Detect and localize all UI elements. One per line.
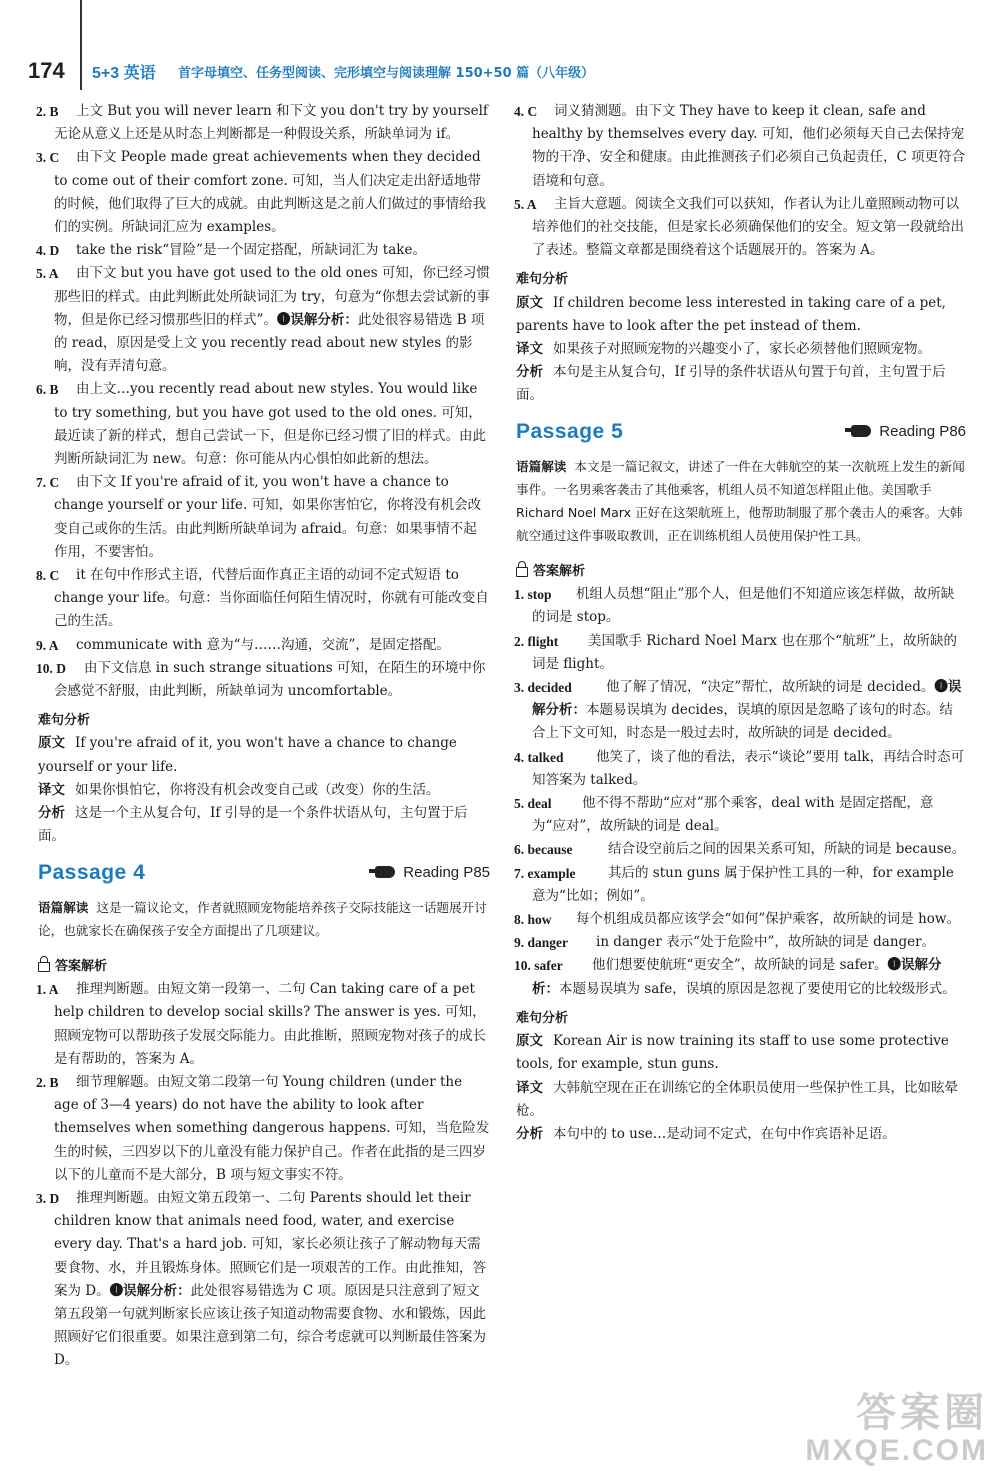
answer-text: 由下文 If you're afraid of it, you won't have a chance to change yourself or your life. 可知，如果你害怕它，你将没有机会改变自己或你的生活。由此判断所缺单词为 afraid。句意：如果事情不起作用，不要害怕。 — [54, 474, 482, 560]
intro-tag: 语篇解读 — [516, 459, 567, 475]
intro-text: 这是一篇议论文，作者就照顾宠物能培养孩子交际技能这一话题展开讨论，也就家长在确保孩子安全方面提出了几项建议。 — [38, 900, 487, 939]
translation-tag: 译文 — [516, 341, 543, 358]
answer-key: 4. talked — [514, 749, 564, 765]
answer-key: 2. flight — [514, 633, 559, 649]
answer-text: 他了解了情况，“决定”帮忙，故所缺的词是 decided。 — [606, 679, 935, 696]
answer-text: in danger 表示“处于危险中”，故所缺的词是 danger。 — [596, 934, 936, 951]
translation-text: 大韩航空现在正在训练它的全体职员使用一些保护性工具，比如眩晕枪。 — [516, 1079, 958, 1119]
error-analysis-label: ❶误解分析： — [276, 311, 358, 328]
answer-key: 6. B — [36, 382, 59, 398]
analysis-tag: 分析 — [516, 364, 543, 381]
analysis-text: 本句是主从复合句，If 引导的条件状语从句置于句首，主句置于后面。 — [516, 364, 946, 404]
answer-item — [38, 100, 490, 146]
answer-text: 他们想要使航班“更安全”，故所缺的词是 safer。 — [592, 957, 888, 974]
analysis-text: 本句中的 to use…是动词不定式，在句中作宾语补足语。 — [553, 1125, 896, 1142]
answer-text: 他不得不帮助“应对”那个乘客，deal with 是固定搭配，意为“应对”，故所缺的词是 deal。 — [532, 795, 934, 835]
answer-item — [38, 239, 490, 262]
difficult-sentence-label: 难句分析 — [516, 1010, 569, 1026]
error-analysis-text: 本题易误填为 safe，误填的原因是忽视了要使用它的比较级形式。 — [559, 980, 956, 997]
original-sentence — [38, 732, 490, 778]
answer-key: 3. decided — [514, 680, 572, 696]
analysis-tag: 分析 — [38, 805, 65, 822]
intro-tag: 语篇解读 — [38, 900, 89, 916]
translation — [516, 338, 966, 361]
answer-text: communicate with 意为“与……沟通，交流”，是固定搭配。 — [76, 636, 450, 653]
error-analysis-text: 此处很容易错选 B 项的 read，原因是受上文 you recently read about new styles 的影响，没有弄清句意。 — [54, 311, 485, 375]
answer-key: 2. B — [36, 1074, 59, 1090]
error-analysis-text: 此处很容易错选为 C 项。原因是只注意到了短文第五段第一句就判断家长应该让孩子知道动物需要食物、水和锻炼，因此照顾好它们很重要。如果注意到第二句，综合考虑就可以判断最佳答案为 D。 — [54, 1282, 486, 1369]
answers-label: 答案解析 — [533, 564, 586, 580]
answer-item — [38, 1187, 490, 1373]
difficult-sentence-label: 难句分析 — [516, 272, 569, 288]
answer-item — [516, 862, 966, 908]
translation — [516, 1077, 966, 1123]
answers-label: 答案解析 — [55, 958, 108, 974]
answer-item — [516, 193, 966, 263]
answer-key: 3. C — [36, 150, 60, 166]
watermark-url: MXQE.COM — [805, 1434, 988, 1467]
answers-heading — [516, 560, 966, 583]
passage-4-header — [38, 861, 490, 884]
book-title: 首字母填空、任务型阅读、完形填空与阅读理解 150+50 篇（八年级） — [178, 66, 595, 81]
answer-item — [516, 954, 966, 1000]
analysis — [38, 802, 490, 848]
answer-text: 由上文…you recently read about new styles. You would like to try something, but you have got used to the old ones. 可知，最近读了新的样式，想自己尝试一下，但是你已经习惯了旧的样式。由此判断所缺词汇为 new。句意：你可能从内心惧怕如此新的想法。 — [54, 381, 486, 468]
answer-text: 推理判断题。由短文第一段第一、二句 Can taking care of a pet help children to develop social skills? The answer is yes. 可知，照顾宠物可以帮助孩子发展交际能力。由此推断，照顾宠物对孩子的成长是有帮助的，答案为 A。 — [54, 981, 486, 1067]
passage-5-header — [516, 420, 966, 443]
original-tag: 原文 — [516, 1033, 543, 1050]
answer-key: 7. example — [514, 865, 576, 881]
analysis-tag: 分析 — [516, 1125, 543, 1142]
answer-key: 5. A — [36, 266, 59, 282]
answer-text: 由下文 but you have got used to the old ones 可知，你已经习惯那些旧的样式。由此判断此处所缺词汇为 try，句意为“你想去尝试新的事物，但是你已经习惯那些旧的样式”。 — [54, 265, 490, 328]
error-analysis-label: ❶误解分析： — [109, 1282, 191, 1299]
brand-label: 5+3 英语 — [92, 65, 156, 82]
answer-key: 4. C — [514, 104, 538, 119]
passage-intro — [38, 896, 490, 942]
answer-item — [516, 746, 966, 792]
answer-key: 6. because — [514, 842, 573, 858]
answer-text: 结合设空前后之间的因果关系可知，所缺的词是 because。 — [608, 841, 966, 858]
answer-key: 5. deal — [514, 796, 552, 812]
original-sentence — [516, 1030, 966, 1076]
answer-text: 由下文 People made great achievements when they decided to come out of their comfort zone. 可知，当人们决定走出舒适地带的时候，他们取得了巨大的成就。由此判断这是之前人们做过的事情给我们的实例。所缺词汇应为 examples。 — [54, 149, 486, 236]
answer-item — [516, 792, 966, 838]
answer-key: 2. B — [36, 104, 59, 119]
reading-page-ref: Reading P86 — [879, 422, 966, 440]
answer-key: 7. C — [36, 475, 60, 491]
answer-text: 上文 But you will never learn 和下文 you don't try by yourself 无论从意义上还是从时态上判断都是一种假设关系，所缺单词为 if。 — [54, 103, 488, 143]
passage-title: Passage 5 — [516, 419, 624, 443]
answer-item — [38, 1071, 490, 1187]
answer-text: 他笑了，谈了他的看法，表示“谈论”要用 talk，再结合时态可知答案为 talked。 — [532, 748, 965, 788]
header-divider — [80, 0, 82, 90]
pointing-hand-icon — [375, 866, 395, 878]
answer-key: 10. D — [36, 660, 66, 676]
answer-item — [38, 262, 490, 378]
answer-item — [38, 471, 490, 564]
error-analysis-text: 本题易误填为 decides，误填的原因是忽略了该句的时态。结合上下文可知，时态是一般过去时，故所缺的词是 decided。 — [532, 702, 953, 742]
answer-text: 由下文信息 in such strange situations 可知，在陌生的环境中你会感觉不舒服，由此判断，所缺单词为 uncomfortable。 — [54, 659, 486, 700]
translation — [38, 779, 490, 802]
original-text: If children become less interested in taking care of a pet, parents have to look after the pet instead of them. — [516, 294, 946, 334]
answer-key: 5. A — [514, 196, 537, 212]
intro-text: 本文是一篇记叙文，讲述了一件在大韩航空的某一次航班上发生的新闻事件。一名男乘客袭击了其他乘客，机组人员不知道怎样阻止他。美国歌手 Richard Noel Marx 正好在这架航班上，他帮助制服了那个袭击人的乘客。大韩航空通过这件事吸取教训，正在训练机组人员使用保护性工具。 — [516, 459, 965, 544]
answer-item — [516, 838, 966, 861]
reading-reference — [851, 420, 966, 443]
answer-key: 3. D — [36, 1190, 60, 1206]
error-analysis-label: ❶误解分析： — [532, 957, 942, 997]
answer-item — [516, 908, 966, 931]
answer-text: 每个机组成员都应该学会“如何”保护乘客，故所缺的词是 how。 — [576, 911, 960, 928]
answer-key: 4. D — [36, 243, 60, 259]
answer-text: 美国歌手 Richard Noel Marx 也在那个“航班”上，故所缺的词是 flight。 — [532, 632, 958, 672]
lock-icon — [38, 962, 50, 972]
reading-reference — [375, 861, 490, 884]
answer-item — [516, 931, 966, 954]
analysis — [516, 1123, 966, 1146]
answer-item — [38, 634, 490, 657]
right-column — [516, 100, 966, 1146]
page-number: 174 — [28, 58, 65, 83]
answer-item — [516, 630, 966, 676]
answer-text: 词义猜测题。由下文 They have to keep it clean, safe and healthy by themselves every day. 可知，他们必须每天自己去保持宠物的干净、安全和健康。由此推测孩子们必须自己负起责任，C 项更符合语境和句意。 — [532, 103, 966, 189]
answer-item — [516, 676, 966, 746]
answers-heading — [38, 955, 490, 978]
translation-text: 如果你惧怕它，你将没有机会改变自己或（改变）你的生活。 — [75, 781, 440, 798]
lock-icon — [516, 567, 528, 577]
answer-item — [38, 564, 490, 634]
answer-item — [516, 100, 966, 193]
difficult-sentence-label: 难句分析 — [38, 713, 91, 729]
pointing-hand-icon — [851, 425, 871, 437]
analysis-text: 这是一个主从复合句，If 引导的是一个条件状语从句，主句置于后面。 — [38, 805, 468, 845]
translation-tag: 译文 — [516, 1079, 543, 1096]
translation-text: 如果孩子对照顾宠物的兴趣变小了，家长必须替他们照顾宠物。 — [553, 341, 931, 358]
answer-item — [38, 657, 490, 703]
original-tag: 原文 — [516, 294, 543, 311]
answer-text: 其后的 stun guns 属于保护性工具的一种，for example 意为“比如；例如”。 — [532, 864, 954, 904]
answer-item — [38, 378, 490, 471]
answer-key: 1. stop — [514, 587, 552, 603]
answer-text: 细节理解题。由短文第二段第一句 Young children (under the age of 3—4 years) do not have the ability to look after themselves when something dangerous happens. 可知，当危险发生的时候，三四岁以下的儿童没有能力保护自己。作者在此指的是三四岁以下的儿童而不是大部分，B 项与短文事实不符。 — [54, 1073, 490, 1183]
answer-item — [38, 146, 490, 239]
translation-tag: 译文 — [38, 781, 65, 798]
answer-item — [516, 583, 966, 629]
passage-intro — [516, 455, 966, 547]
passage-title: Passage 4 — [38, 860, 146, 884]
original-text: Korean Air is now training its staff to use some protective tools, for example, stun guns. — [516, 1033, 949, 1073]
answer-key: 8. how — [514, 912, 552, 928]
answer-text: 推理判断题。由短文第五段第一、二句 Parents should let their children know that animals need food, water, and exercise every day. That's a hard job. 可知，家长必须让孩子了解动物每天需要食物、水，并且锻炼身体。照顾它们是一项艰苦的工作。由此推知，答案为 D。 — [54, 1189, 486, 1299]
original-text: If you're afraid of it, you won't have a chance to change yourself or your life. — [38, 735, 457, 775]
answer-text: take the risk“冒险”是一个固定搭配，所缺词汇为 take。 — [76, 242, 426, 259]
left-column — [38, 100, 490, 1373]
error-analysis-label: ❶误解分析： — [532, 679, 962, 719]
watermark-cn: 答案圈 — [856, 1391, 988, 1435]
answer-key: 1. A — [36, 982, 59, 998]
original-sentence — [516, 292, 966, 338]
reading-page-ref: Reading P85 — [403, 863, 490, 881]
answer-key: 9. A — [36, 637, 59, 653]
original-tag: 原文 — [38, 735, 65, 752]
answer-text: 主旨大意题。阅读全文我们可以获知，作者认为让儿童照顾动物可以培养他们的社交技能，但是家长必须确保他们的安全。短文第一段就给出了表述。整篇文章都是围绕着这个话题展开的。答案为 A。 — [532, 195, 964, 259]
analysis — [516, 361, 966, 407]
answer-text: 机组人员想“阻止”那个人，但是他们不知道应该怎样做，故所缺的词是 stop。 — [532, 586, 955, 626]
answer-key: 9. danger — [514, 935, 568, 951]
answer-key: 10. safer — [514, 958, 563, 974]
answer-item — [38, 978, 490, 1071]
site-watermark — [805, 1391, 988, 1467]
answer-text: it 在句中作形式主语，代替后面作真正主语的动词不定式短语 to change your life。句意：当你面临任何陌生情况时，你就有可能改变自己的生活。 — [54, 567, 489, 630]
page-header — [0, 0, 1000, 88]
answer-key: 8. C — [36, 568, 60, 584]
